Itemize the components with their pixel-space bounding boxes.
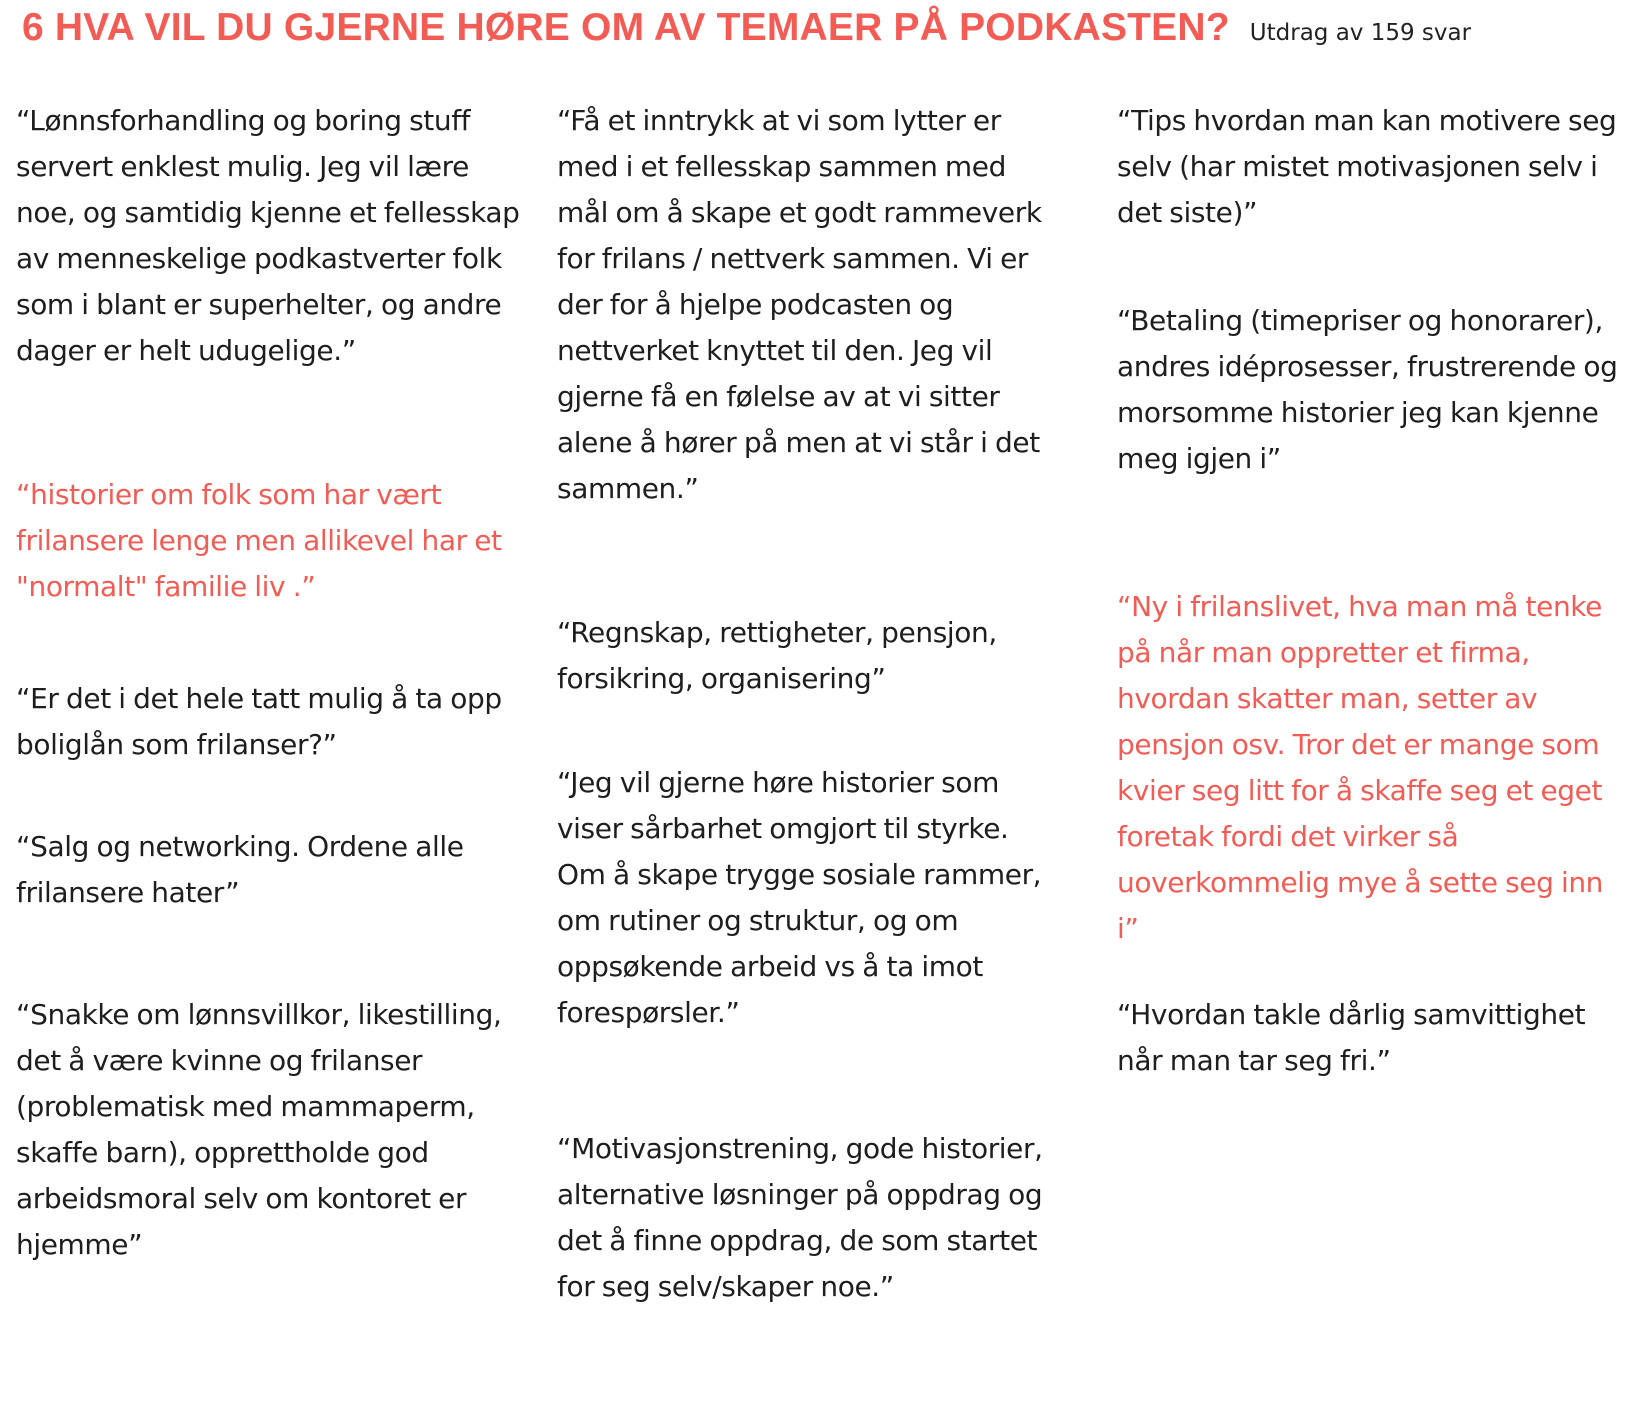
quote-text: “Få et inntrykk at vi som lytter er med i et fellesskap sammen med mål om å skape et godt rammeverk for frilans / nettverk sammen. Vi er der for å hjelpe podcasten og nettverket knyttet til den. Jeg vil gjerne få en følelse av at vi sitter alene å hører på men at vi står i det sammen.” <box>557 104 1042 505</box>
quote-text: “Tips hvordan man kan motivere seg selv (har mistet motivasjonen selv i det siste)” <box>1117 104 1617 229</box>
quote-text: “Hvordan takle dårlig samvittighet når man tar seg fri.” <box>1117 998 1586 1077</box>
page-header <box>22 6 1471 50</box>
response-count: Utdrag av 159 svar <box>1249 20 1472 46</box>
quote-text: “Betaling (timepriser og honorarer), andres idéprosesser, frustrerende og morsomme historier jeg kan kjenne meg igjen i” <box>1117 304 1618 475</box>
quote-text: “Motivasjonstrening, gode historier, alternative løsninger på oppdrag og det å finne oppdrag, de som startet for seg selv/skaper noe.” <box>557 1132 1043 1303</box>
quote-text-highlighted: “historier om folk som har vært frilansere lenge men allikevel har et "normalt" familie liv .” <box>16 478 502 603</box>
quote-text: “Snakke om lønnsvillkor, likestilling, det å være kvinne og frilanser (problematisk med mammaperm, skaffe barn), opprettholde god arbeidsmoral selv om kontoret er hjemme” <box>16 998 502 1261</box>
quote-text: “Lønnsforhandling og boring stuff servert enklest mulig. Jeg vil lære noe, og samtidig kjenne et fellesskap av menneskelige podkastverter folk som i blant er superhelter, og andre dager er helt udugelige.” <box>16 104 520 367</box>
quote-text: “Regnskap, rettigheter, pensjon, forsikring, organisering” <box>557 616 997 695</box>
quote-text: “Salg og networking. Ordene alle frilansere hater” <box>16 830 464 909</box>
quote-text-highlighted: “Ny i frilanslivet, hva man må tenke på når man oppretter et firma, hvordan skatter man, setter av pensjon osv. Tror det er mange som kvier seg litt for å skaffe seg et eget foretak fordi det virker så uoverkommelig mye å sette seg inn i” <box>1117 590 1604 945</box>
quote-text: “Er det i det hele tatt mulig å ta opp boliglån som frilanser?” <box>16 682 502 761</box>
page-title: 6 HVA VIL DU GJERNE HØRE OM AV TEMAER PÅ PODKASTEN? <box>22 6 1230 49</box>
quote-text: “Jeg vil gjerne høre historier som viser sårbarhet omgjort til styrke. Om å skape trygge sosiale rammer, om rutiner og struktur, og om oppsøkende arbeid vs å ta imot forespørsler.” <box>557 766 1042 1029</box>
